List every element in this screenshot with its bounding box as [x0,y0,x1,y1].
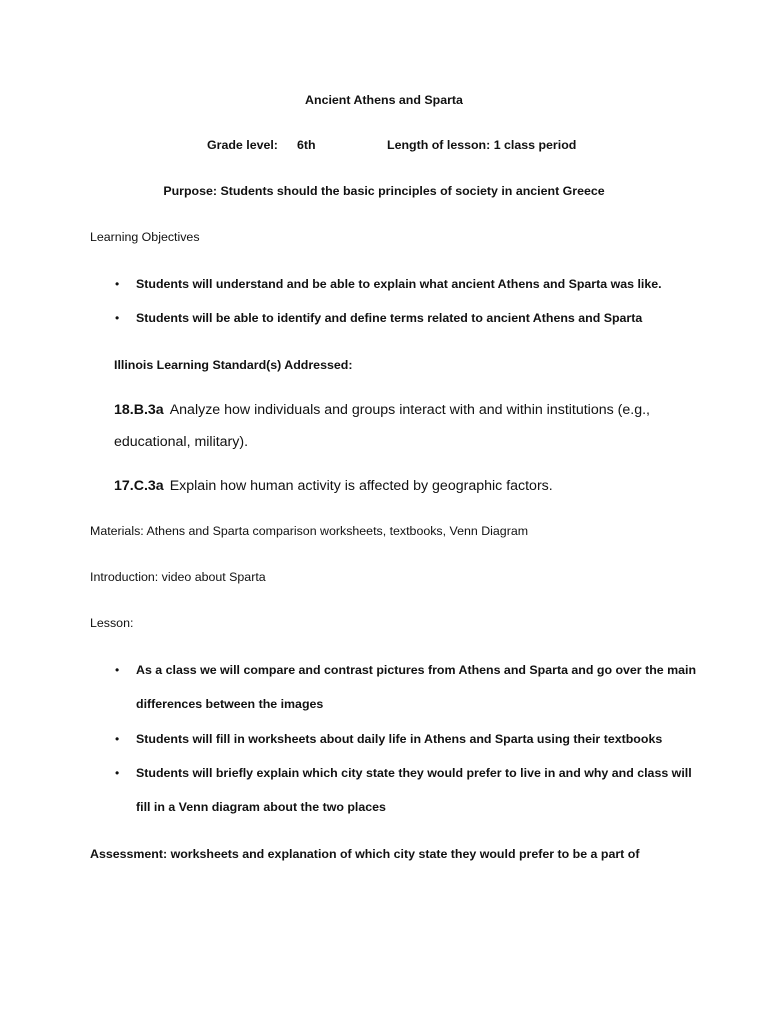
standard-code: 18.B.3a [114,402,164,418]
lesson-item: As a class we will compare and contrast pictures from Athens and Sparta and go over the main [136,663,697,677]
grade-level-label: Grade level: [207,138,278,152]
objective-item: Students will understand and be able to explain what ancient Athens and Sparta was like. [136,277,662,291]
lesson-item: Students will briefly explain which city state they would prefer to live in and why and class will [136,766,692,780]
lesson-item-continued: fill in a Venn diagram about the two places [136,800,386,814]
standard-code: 17.C.3a [114,478,164,494]
grade-level-value: 6th [297,138,316,152]
standard-text: Explain how human activity is affected by geographic factors. [169,478,553,494]
bullet-icon: • [115,766,120,780]
standard-text: Analyze how individuals and groups interact with and within institutions (e.g., [169,402,650,418]
bullet-icon: • [115,311,120,325]
standard-text-continued: educational, military). [114,434,249,450]
objective-item: Students will be able to identify and define terms related to ancient Athens and Sparta [136,311,643,325]
standard-item [114,477,553,495]
standards-heading: Illinois Learning Standard(s) Addressed: [114,358,353,372]
lesson-length: Length of lesson: 1 class period [387,138,577,152]
assessment-line: Assessment: worksheets and explanation of which city state they would prefer to be a part of [90,847,640,861]
bullet-icon: • [115,732,120,746]
lesson-item: Students will fill in worksheets about daily life in Athens and Sparta using their textbooks [136,732,663,746]
materials-line: Materials: Athens and Sparta comparison worksheets, textbooks, Venn Diagram [90,524,529,538]
introduction-line: Introduction: video about Sparta [90,570,266,584]
objectives-heading: Learning Objectives [90,230,200,244]
lesson-heading: Lesson: [90,616,134,630]
standard-item [114,401,650,419]
purpose-statement: Purpose: Students should the basic principles of society in ancient Greece [163,184,605,198]
bullet-icon: • [115,663,120,677]
lesson-item-continued: differences between the images [136,697,324,711]
document-title: Ancient Athens and Sparta [305,93,463,107]
bullet-icon: • [115,277,120,291]
